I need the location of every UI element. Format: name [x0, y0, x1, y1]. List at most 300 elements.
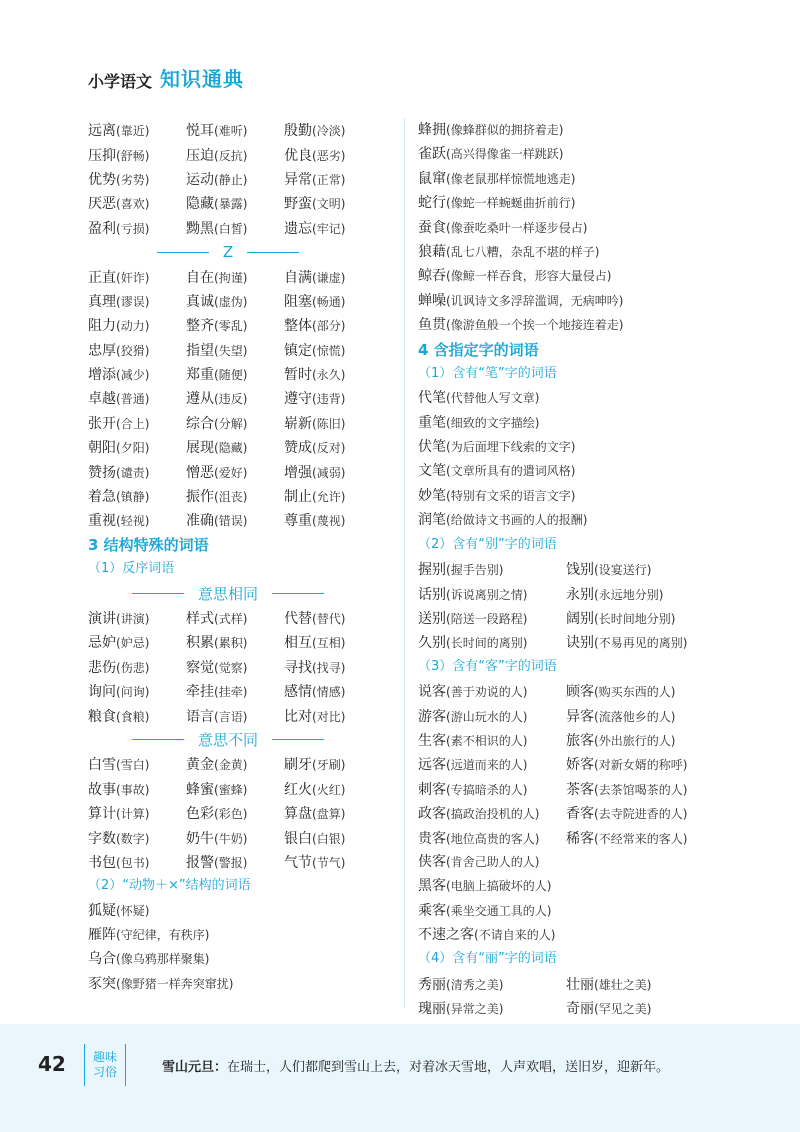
word-entry — [418, 974, 566, 994]
paren-close: ) — [144, 685, 150, 700]
word: 贵客 — [418, 830, 446, 847]
paren-open: ( — [446, 391, 451, 406]
paren-close: ) — [658, 587, 664, 602]
word-gloss: 专搞暗杀的人 — [450, 782, 523, 797]
word: 黑客 — [418, 878, 446, 895]
word-row — [418, 630, 718, 654]
word-row — [418, 996, 718, 1020]
word-entry — [418, 146, 563, 162]
word: 积累 — [186, 635, 214, 652]
footer-note — [162, 1056, 669, 1075]
word: 狐疑 — [88, 902, 116, 919]
word: 瑰丽 — [418, 1001, 446, 1018]
word-gloss: 像野猪一样奔突窜扰 — [120, 976, 229, 991]
word-gloss: 普通 — [120, 392, 145, 407]
paren-close: ) — [242, 685, 248, 700]
paren-open: ( — [312, 416, 317, 431]
word: 白雪 — [88, 757, 116, 774]
paren-open: ( — [446, 196, 451, 211]
word: 演讲 — [88, 611, 116, 627]
paren-open: ( — [214, 855, 219, 870]
left-column — [88, 118, 388, 996]
paren-open: ( — [594, 758, 599, 773]
word-entry — [566, 828, 714, 848]
paren-open: ( — [446, 269, 451, 284]
word-gloss: 计算 — [120, 807, 145, 822]
word: 鼠窜 — [418, 170, 446, 187]
word-row — [418, 825, 718, 849]
word-gloss: 劣势 — [120, 172, 145, 187]
paren-close: ) — [340, 636, 346, 651]
word-entry — [566, 632, 714, 652]
word: 生客 — [418, 732, 446, 749]
paren-close: ) — [242, 490, 248, 505]
paren-open: ( — [214, 465, 219, 480]
divider-line — [247, 252, 299, 253]
paren-close: ) — [144, 636, 150, 651]
paren-open: ( — [214, 758, 219, 773]
word-entry — [88, 754, 186, 774]
word-entry — [186, 828, 284, 848]
paren-open: ( — [594, 807, 599, 822]
word-entry — [88, 681, 186, 701]
paren-close: ) — [144, 490, 150, 505]
divider-diff-meaning — [88, 728, 368, 752]
paren-close: ) — [340, 416, 346, 431]
word-entry — [186, 486, 284, 506]
word-row — [418, 508, 718, 532]
word-gloss: 爱好 — [218, 465, 243, 480]
paren-open: ( — [116, 685, 121, 700]
word: 压迫 — [186, 147, 214, 164]
paren-open: ( — [116, 636, 121, 651]
word-entry — [284, 120, 382, 140]
paren-open: ( — [312, 368, 317, 383]
word-gloss: 文明 — [316, 197, 341, 212]
paren-close: ) — [242, 514, 248, 529]
word: 蜂蜜 — [186, 781, 214, 798]
word: 书包 — [88, 854, 116, 871]
word-entry — [284, 608, 382, 628]
paren-close: ) — [242, 124, 248, 139]
paren-close: ) — [340, 782, 346, 797]
word-entry — [186, 681, 284, 701]
paren-open: ( — [312, 221, 317, 236]
word-entry — [418, 512, 587, 528]
word-gloss: 流落他乡的人 — [598, 709, 671, 724]
paren-close: ) — [522, 612, 528, 626]
paren-open: ( — [446, 244, 451, 259]
word-gloss: 合上 — [120, 416, 145, 431]
word-entry — [186, 193, 284, 213]
word-gloss: 长时间的离别 — [450, 636, 523, 651]
word-gloss: 牛奶 — [218, 831, 243, 846]
paren-open: ( — [116, 903, 121, 918]
word: 粮食 — [88, 708, 116, 725]
word: 握别 — [418, 562, 446, 579]
paren-close: ) — [670, 709, 676, 724]
word-entry — [88, 218, 186, 238]
paren-close: ) — [340, 392, 346, 407]
word: 色彩 — [186, 806, 214, 823]
word-entry — [88, 169, 186, 189]
word: 赞扬 — [88, 464, 116, 481]
word: 整齐 — [186, 318, 214, 335]
paren-close: ) — [144, 855, 150, 870]
paren-open: ( — [116, 148, 121, 163]
paren-open: ( — [446, 807, 451, 822]
page-header — [88, 62, 244, 92]
word-entry — [88, 364, 186, 384]
word: 故事 — [88, 781, 116, 798]
word: 隐藏 — [186, 196, 214, 213]
paren-open: ( — [594, 685, 599, 700]
paren-close: ) — [340, 612, 346, 626]
paren-open: ( — [312, 197, 317, 212]
paren-close: ) — [144, 903, 150, 918]
paren-open: ( — [312, 172, 317, 187]
word-entry — [88, 608, 186, 628]
paren-open: ( — [214, 368, 219, 383]
word-entry — [186, 510, 284, 530]
word-row — [418, 703, 718, 727]
word: 黄金 — [186, 757, 214, 774]
paren-open: ( — [116, 343, 121, 358]
word: 语言 — [186, 708, 214, 725]
word-entry — [566, 608, 714, 628]
word-entry — [186, 267, 284, 287]
divider-line — [272, 593, 324, 594]
word: 整体 — [284, 318, 312, 335]
word-gloss: 妒忌 — [120, 636, 145, 651]
paren-open: ( — [214, 660, 219, 675]
word-entry — [88, 803, 186, 823]
word: 比对 — [284, 708, 312, 725]
paren-open: ( — [116, 782, 121, 797]
word-gloss: 夕阳 — [120, 441, 145, 456]
book-title: 知识通典 — [160, 67, 245, 91]
word-entry — [186, 120, 284, 140]
word-entry — [284, 193, 382, 213]
subheading-animal: （2）“动物＋×”结构的词语 — [88, 878, 251, 894]
paren-close: ) — [144, 831, 150, 846]
word-row — [88, 752, 388, 776]
word-entry — [186, 364, 284, 384]
word-gloss: 像老鼠那样惊慌地逃走 — [450, 171, 571, 186]
word-entry — [284, 145, 382, 165]
paren-close: ) — [340, 172, 346, 187]
paren-close: ) — [550, 927, 556, 942]
word-gloss: 罕见之美 — [598, 1002, 647, 1017]
paren-close: ) — [670, 685, 676, 700]
paren-close: ) — [570, 464, 576, 479]
word: 妙笔 — [418, 487, 446, 504]
word: 优势 — [88, 171, 116, 188]
word-entry — [88, 852, 186, 872]
word-row — [88, 655, 388, 679]
word: 报警 — [186, 854, 214, 871]
word: 振作 — [186, 489, 214, 506]
word-row — [88, 606, 388, 630]
word: 代笔 — [418, 390, 446, 407]
paren-open: ( — [116, 709, 121, 724]
word-entry — [284, 657, 382, 677]
word-row — [418, 801, 718, 825]
word: 暂时 — [284, 367, 312, 384]
word-gloss: 虚伪 — [218, 294, 243, 309]
word: 说客 — [418, 684, 446, 701]
word: 饯别 — [566, 562, 594, 579]
word-entry — [88, 193, 186, 213]
paren-close: ) — [340, 465, 346, 480]
word-entry — [418, 927, 555, 943]
word: 增添 — [88, 367, 116, 384]
paren-open: ( — [312, 270, 317, 285]
paren-close: ) — [144, 782, 150, 797]
word: 送别 — [418, 611, 446, 627]
paren-close: ) — [522, 709, 528, 724]
word-gloss: 购买东西的人 — [598, 685, 671, 700]
word-gloss: 喜欢 — [120, 197, 145, 212]
paren-open: ( — [446, 147, 451, 162]
word-gloss: 外出旅行的人 — [598, 733, 671, 748]
paren-open: ( — [116, 927, 121, 942]
paren-open: ( — [312, 465, 317, 480]
paren-open: ( — [214, 416, 219, 431]
word: 话别 — [418, 586, 446, 603]
word: 正直 — [88, 269, 116, 286]
paren-open: ( — [446, 563, 451, 578]
word-entry — [418, 632, 566, 652]
paren-open: ( — [594, 831, 599, 846]
word: 远客 — [418, 757, 446, 774]
word-row — [418, 679, 718, 703]
word-gloss: 谦虚 — [316, 270, 341, 285]
word-gloss: 盘算 — [316, 807, 341, 822]
word-entry — [88, 828, 186, 848]
page-footer — [0, 1024, 800, 1132]
paren-open: ( — [116, 514, 121, 529]
animal-block-left — [88, 899, 388, 997]
word-entry — [566, 706, 714, 726]
word-entry — [418, 415, 539, 431]
word-entry — [88, 486, 186, 506]
word-row — [88, 338, 388, 362]
word-row — [88, 289, 388, 313]
word-entry — [88, 145, 186, 165]
paren-open: ( — [116, 124, 121, 139]
bie-block — [418, 557, 718, 655]
word-gloss: 谴责 — [120, 465, 145, 480]
word-gloss: 谬误 — [120, 294, 145, 309]
word: 豕突 — [88, 975, 116, 992]
word-entry — [284, 681, 382, 701]
paren-open: ( — [446, 879, 451, 894]
word-entry — [418, 828, 566, 848]
word-entry — [186, 145, 284, 165]
word: 诀别 — [566, 635, 594, 652]
word-gloss: 数字 — [120, 831, 145, 846]
word-entry — [186, 315, 284, 335]
word-entry — [186, 437, 284, 457]
word-row — [418, 972, 718, 996]
word-gloss: 随便 — [218, 368, 243, 383]
word-gloss: 正常 — [316, 172, 341, 187]
paren-open: ( — [446, 440, 451, 455]
paren-open: ( — [116, 416, 121, 431]
word: 遵守 — [284, 391, 312, 408]
paren-open: ( — [312, 636, 317, 651]
word-gloss: 难听 — [218, 124, 243, 139]
paren-open: ( — [116, 221, 121, 236]
paren-open: ( — [446, 1002, 451, 1017]
paren-open: ( — [116, 172, 121, 187]
word-row — [88, 508, 388, 532]
paren-close: ) — [570, 171, 576, 186]
word-entry — [186, 608, 284, 628]
li-block — [418, 972, 718, 1021]
paren-open: ( — [312, 660, 317, 675]
paren-open: ( — [116, 855, 121, 870]
word: 感情 — [284, 684, 312, 701]
word-gloss: 搞政治投机的人 — [450, 807, 535, 822]
same-meaning-block — [88, 606, 388, 728]
paren-close: ) — [144, 270, 150, 285]
paren-close: ) — [340, 490, 346, 505]
paren-close: ) — [242, 807, 248, 822]
word: 雀跃 — [418, 146, 446, 163]
word-gloss: 去茶馆喝茶的人 — [598, 782, 683, 797]
word: 卓越 — [88, 391, 116, 408]
word-gloss: 对比 — [316, 709, 341, 724]
paren-open: ( — [446, 293, 451, 308]
word-entry — [418, 779, 566, 799]
word-row — [88, 216, 388, 240]
subheading-li: （4）含有“丽”字的词语 — [418, 951, 557, 967]
paren-close: ) — [646, 563, 652, 578]
word-gloss: 白皙 — [218, 221, 243, 236]
word: 重笔 — [418, 414, 446, 431]
word-entry — [284, 315, 382, 335]
word-row — [418, 581, 718, 605]
word: 指望 — [186, 342, 214, 359]
paren-open: ( — [446, 758, 451, 773]
paren-close: ) — [144, 514, 150, 529]
paren-open: ( — [446, 636, 451, 651]
word-row — [418, 899, 718, 923]
word-entry — [418, 854, 539, 870]
column-divider — [404, 118, 405, 1008]
word-entry — [418, 878, 551, 894]
ke-block-single — [418, 850, 718, 948]
paren-close: ) — [534, 854, 540, 869]
word-entry — [88, 340, 186, 360]
word: 侠客 — [418, 853, 446, 870]
paren-close: ) — [682, 782, 688, 797]
word-gloss: 异常之美 — [450, 1002, 499, 1017]
paren-open: ( — [446, 782, 451, 797]
word-entry — [284, 413, 382, 433]
word-entry — [186, 413, 284, 433]
paren-open: ( — [594, 733, 599, 748]
word-row — [418, 484, 718, 508]
antonym-block-y — [88, 118, 388, 240]
paren-open: ( — [214, 612, 219, 626]
paren-close: ) — [144, 465, 150, 480]
paren-close: ) — [546, 879, 552, 894]
word-entry — [418, 463, 575, 479]
word-entry — [418, 244, 599, 260]
word-gloss: 挂牵 — [218, 685, 243, 700]
paren-open: ( — [116, 392, 121, 407]
word-row — [88, 459, 388, 483]
word-gloss: 狡猾 — [120, 343, 145, 358]
word-row — [418, 923, 718, 947]
word-gloss: 分解 — [218, 416, 243, 431]
paren-open: ( — [446, 733, 451, 748]
word-entry — [88, 413, 186, 433]
paren-open: ( — [116, 807, 121, 822]
paren-open: ( — [594, 782, 599, 797]
paren-open: ( — [446, 831, 451, 846]
word: 壮丽 — [566, 976, 594, 993]
word-gloss: 金黄 — [218, 758, 243, 773]
word: 算盘 — [284, 806, 312, 823]
divider-line — [157, 252, 209, 253]
word-gloss: 乱七八糟，杂乱不堪的样子 — [450, 244, 595, 259]
paren-close: ) — [340, 124, 346, 139]
paren-open: ( — [312, 685, 317, 700]
paren-close: ) — [340, 758, 346, 773]
paren-open: ( — [446, 513, 451, 528]
paren-open: ( — [594, 587, 599, 602]
word-row — [418, 874, 718, 898]
word-entry — [186, 632, 284, 652]
word-gloss: 文章所具有的遣词风格 — [450, 464, 571, 479]
word-row — [418, 606, 718, 630]
paren-open: ( — [312, 831, 317, 846]
paren-open: ( — [214, 514, 219, 529]
divider-line — [132, 593, 184, 594]
paren-open: ( — [312, 124, 317, 139]
paren-close: ) — [242, 148, 248, 163]
word-gloss: 轻视 — [120, 514, 145, 529]
note-title: 雪山元旦： — [162, 1060, 228, 1075]
word: 气节 — [284, 854, 312, 871]
word-entry — [418, 803, 566, 823]
paren-open: ( — [446, 415, 451, 430]
paren-open: ( — [214, 343, 219, 358]
word: 相互 — [284, 635, 312, 652]
paren-open: ( — [312, 490, 317, 505]
word-row — [418, 142, 718, 166]
paren-open: ( — [214, 124, 219, 139]
word-entry — [88, 510, 186, 530]
paren-close: ) — [242, 465, 248, 480]
word: 秀丽 — [418, 976, 446, 993]
paren-open: ( — [474, 927, 479, 942]
word-row — [88, 118, 388, 142]
paren-close: ) — [682, 831, 688, 846]
paren-close: ) — [242, 416, 248, 431]
word-entry — [88, 927, 209, 943]
paren-close: ) — [570, 196, 576, 211]
word-gloss: 允许 — [316, 490, 341, 505]
paren-close: ) — [682, 636, 688, 651]
word: 忌妒 — [88, 635, 116, 652]
paren-close: ) — [242, 368, 248, 383]
paren-close: ) — [144, 392, 150, 407]
